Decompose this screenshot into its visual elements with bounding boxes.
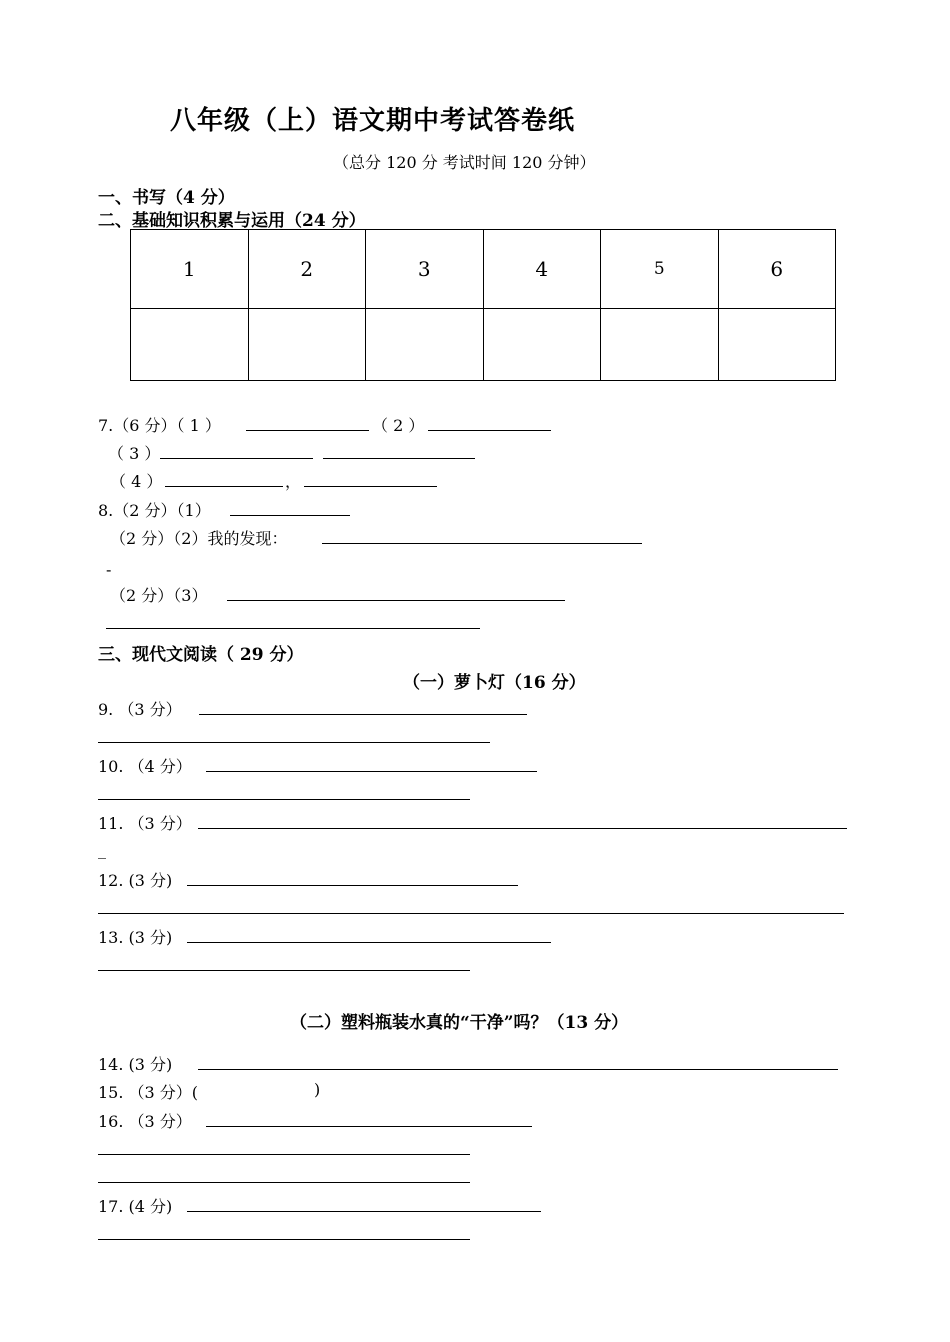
- question-8-3-label: （2 分）（3）: [110, 586, 208, 605]
- section-writing: 一、书写（4 分）: [98, 188, 235, 208]
- question-8-2-label: （2 分）（2）我的发现：: [110, 529, 288, 548]
- answer-table-header: 3: [366, 230, 484, 309]
- page-title: 八年级（上）语文期中考试答卷纸: [170, 106, 576, 136]
- question-15-label: 15. （3 分）(: [98, 1083, 199, 1102]
- answer-cell[interactable]: [366, 309, 484, 381]
- question-7-label: 7.（6 分）（ 1 ）: [98, 416, 221, 435]
- question-16-label: 16. （3 分）: [98, 1112, 192, 1131]
- answer-table-header: 6: [718, 230, 836, 309]
- question-11-label: 11. （3 分）: [98, 814, 192, 833]
- underscore-mark: _: [98, 840, 106, 859]
- answer-line[interactable]: [230, 515, 350, 516]
- dash-mark: -: [106, 560, 112, 579]
- answer-cell[interactable]: [601, 309, 719, 381]
- answer-table-header: 4: [483, 230, 601, 309]
- question-9-label: 9. （3 分）: [98, 700, 182, 719]
- answer-line[interactable]: [98, 1154, 470, 1155]
- answer-line[interactable]: [98, 1239, 470, 1240]
- answer-line[interactable]: [322, 543, 642, 544]
- answer-line[interactable]: [206, 771, 537, 772]
- answer-line[interactable]: [323, 458, 475, 459]
- question-12-label: 12. (3 分): [98, 871, 173, 890]
- answer-line[interactable]: [98, 742, 490, 743]
- question-14-label: 14. (3 分): [98, 1055, 173, 1074]
- question-7-3-label: （ 3 ）: [108, 444, 161, 463]
- section-modern-reading: 三、现代文阅读（ 29 分）: [98, 645, 304, 665]
- answer-line[interactable]: [198, 828, 847, 829]
- answer-line[interactable]: [227, 600, 565, 601]
- answer-cell[interactable]: [718, 309, 836, 381]
- answer-line[interactable]: [98, 913, 844, 914]
- answer-cell[interactable]: [131, 309, 249, 381]
- comma: ，: [285, 472, 302, 491]
- question-10-label: 10. （4 分）: [98, 757, 192, 776]
- passage-1-title: （一）萝卜灯（16 分）: [403, 673, 586, 693]
- answer-line[interactable]: [98, 1182, 470, 1183]
- answer-cell[interactable]: [248, 309, 366, 381]
- question-15-close-paren: ): [314, 1080, 321, 1099]
- question-7-2-label: （ 2 ）: [372, 416, 425, 435]
- answer-line[interactable]: [199, 714, 527, 715]
- answer-cell[interactable]: [483, 309, 601, 381]
- answer-line[interactable]: [187, 1211, 541, 1212]
- question-17-label: 17. (4 分): [98, 1197, 173, 1216]
- answer-line[interactable]: [98, 799, 470, 800]
- answer-table-header: 2: [248, 230, 366, 309]
- answer-line[interactable]: [98, 970, 470, 971]
- section-basic-knowledge: 二、基础知识积累与运用（24 分）: [98, 211, 366, 231]
- answer-line[interactable]: [198, 1069, 838, 1070]
- answer-line[interactable]: [428, 430, 551, 431]
- page-subtitle: （总分 120 分 考试时间 120 分钟）: [333, 153, 596, 172]
- answer-line[interactable]: [304, 486, 437, 487]
- question-8-label: 8.（2 分）（1）: [98, 501, 211, 520]
- answer-line[interactable]: [187, 942, 551, 943]
- answer-line[interactable]: [160, 458, 313, 459]
- answer-table: [130, 229, 836, 381]
- answer-line[interactable]: [246, 430, 369, 431]
- answer-table-header: 1: [131, 230, 249, 309]
- answer-table-header: 5: [601, 230, 719, 309]
- answer-line[interactable]: [206, 1126, 532, 1127]
- answer-line[interactable]: [165, 486, 283, 487]
- question-7-4-label: （ 4 ）: [110, 472, 163, 491]
- passage-2-title: （二）塑料瓶装水真的“干净”吗？（13 分）: [290, 1013, 629, 1033]
- answer-line[interactable]: [187, 885, 518, 886]
- answer-line[interactable]: [106, 628, 480, 629]
- question-13-label: 13. (3 分): [98, 928, 173, 947]
